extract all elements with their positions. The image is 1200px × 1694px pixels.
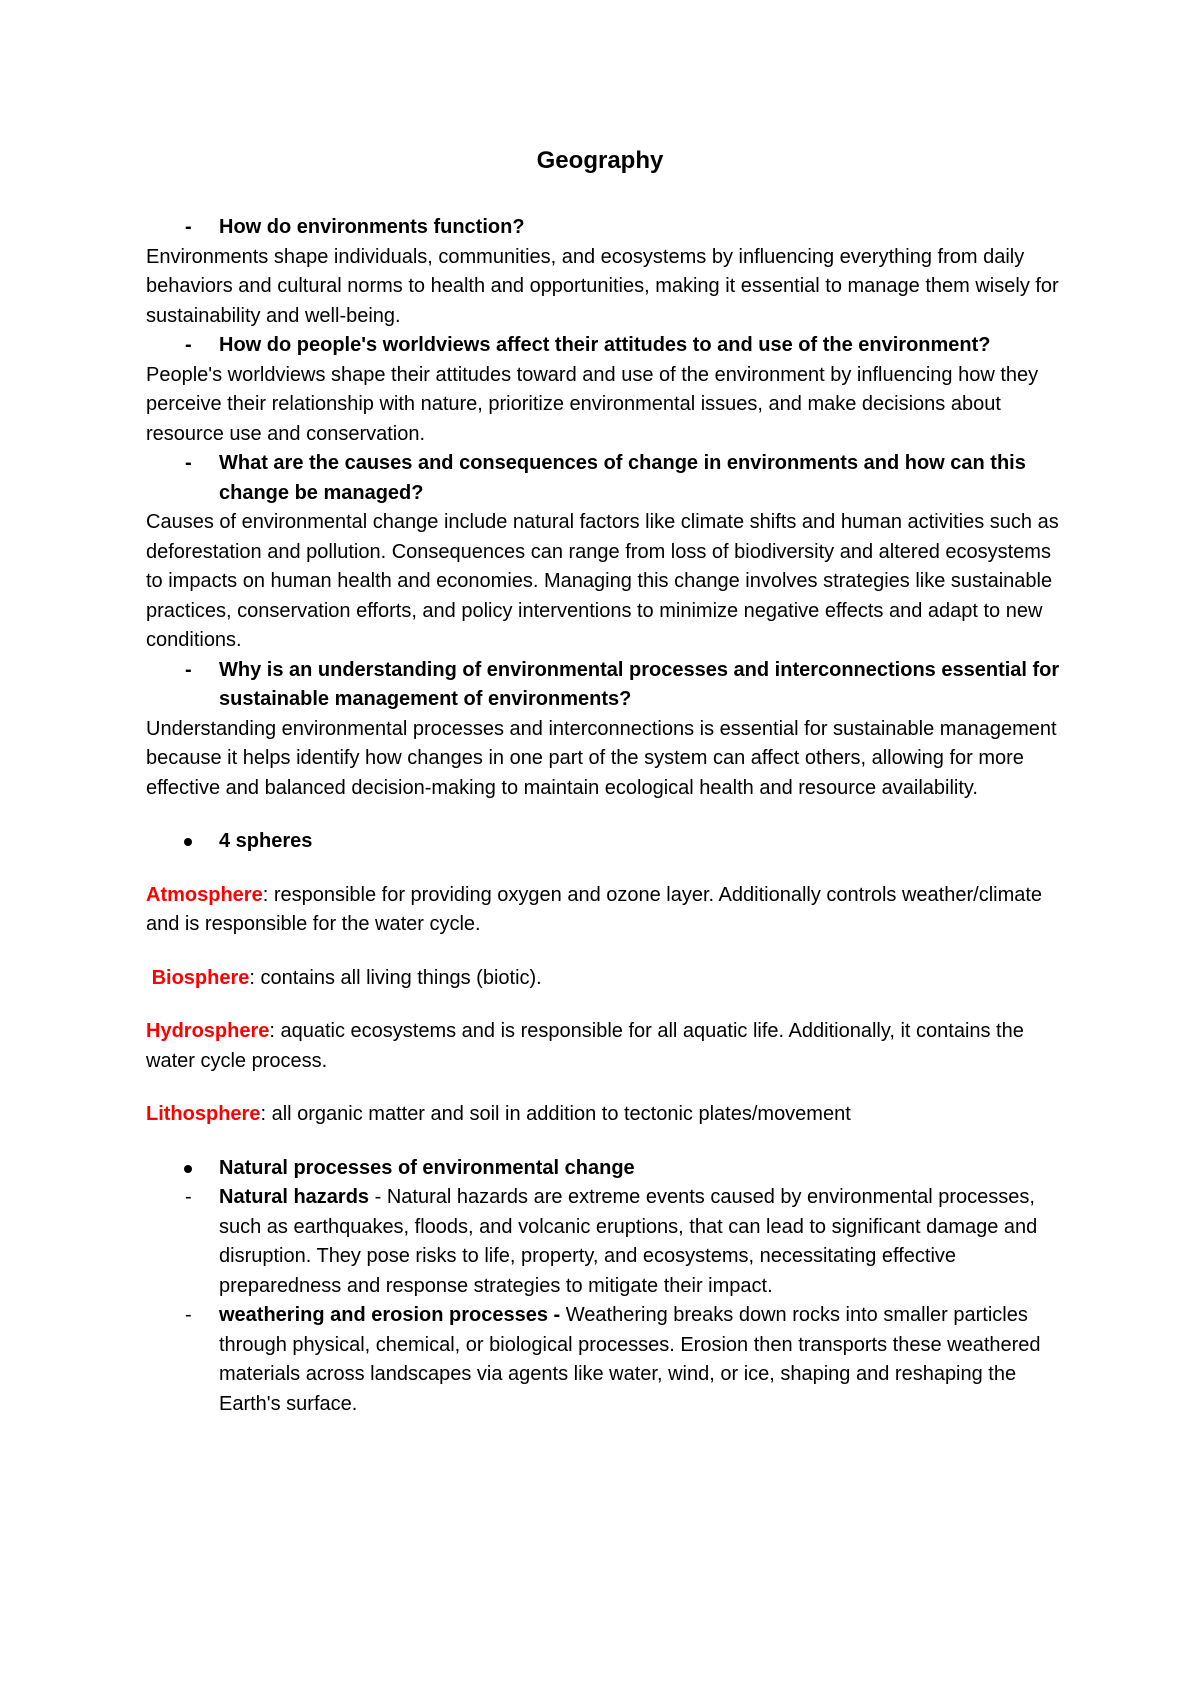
item-separator: - [369, 1186, 387, 1208]
sphere-description: aquatic ecosystems and is responsible for all aquatic life. Additionally, it contains the water cycle process. [146, 1020, 1024, 1072]
natural-processes-heading [146, 1154, 1066, 1184]
spheres-heading-text: 4 spheres [219, 830, 313, 852]
dash-bullet: - [185, 1186, 192, 1208]
sphere-separator: : [262, 883, 269, 906]
sphere-separator: : [260, 1103, 267, 1125]
question-heading [146, 213, 1066, 243]
sphere-term: Biosphere [151, 966, 250, 989]
sphere-entry-lithosphere [146, 1100, 1066, 1130]
spacer [146, 993, 1066, 1017]
document-body [146, 213, 1066, 1419]
item-term: Natural hazards [219, 1186, 370, 1208]
sphere-term: Hydrosphere [146, 1020, 270, 1042]
sphere-term: Atmosphere [146, 883, 263, 906]
answer-paragraph: Understanding environmental processes and interconnections is essential for sustainable management because it helps identify how changes in one part of the system can affect others, allowing for more effective and balanced decision-making to maintain ecological health and resource availability. [146, 717, 1057, 799]
sphere-description: contains all living things (biotic). [254, 966, 542, 989]
sphere-description: responsible for providing oxygen and ozone layer. Additionally controls weather/climate and is responsible for the water cycle. [146, 883, 1043, 935]
answer-paragraph: People's worldviews shape their attitudes toward and use of the environment by influencing how they perceive their relationship with nature, prioritize environmental issues, and make decisions about resource use and conservation. [146, 363, 1039, 445]
question-text: Why is an understanding of environmental processes and interconnections essential for sustainable management of environments? [219, 658, 1060, 710]
question-heading [146, 449, 1066, 508]
sphere-term: Lithosphere [146, 1103, 261, 1125]
spacer [146, 1076, 1066, 1100]
natural-processes-heading-text: Natural processes of environmental change [219, 1156, 635, 1179]
item-description: Natural hazards are extreme events caused by environmental processes, such as earthquakes, floods, and volcanic eruptions, that can lead to significant damage and disruption. They pose risks to life, property, and ecosystems, necessitating effective preparedness and response strategies to mitigate their impact. [219, 1186, 1038, 1297]
spacer [146, 803, 1066, 827]
bullet-dot-icon [184, 1165, 192, 1173]
dash-bullet: - [185, 334, 192, 356]
sphere-entry-atmosphere [146, 881, 1066, 940]
question-heading [146, 331, 1066, 361]
sphere-separator: : [269, 1020, 275, 1042]
item-term: weathering and erosion processes - [219, 1304, 566, 1326]
question-text: What are the causes and consequences of change in environments and how can this change be managed? [219, 452, 1026, 504]
sphere-entry-biosphere [146, 964, 1066, 994]
bullet-dot-icon [184, 838, 192, 846]
page-title: Geography [536, 147, 664, 174]
answer-paragraph: Causes of environmental change include natural factors like climate shifts and human activities such as deforestation and pollution. Consequences can range from loss of biodiversity and altered ecosystems to impacts on human health and economies. Managing this change involves strategies like sustainable practices, conservation efforts, and policy interventions to minimize negative effects and adapt to new conditions. [146, 511, 1059, 651]
dash-bullet: - [185, 216, 192, 238]
answer-paragraph: Environments shape individuals, communities, and ecosystems by influencing everything from daily behaviors and cultural norms to health and opportunities, making it essential to manage them wisely for sustainability and well-being. [146, 245, 1059, 327]
list-item [146, 1301, 1066, 1419]
list-item [146, 1183, 1066, 1301]
dash-bullet: - [185, 452, 192, 474]
sphere-entry-hydrosphere [146, 1017, 1066, 1076]
spacer [146, 1130, 1066, 1154]
dash-bullet: - [185, 1304, 192, 1326]
question-text: How do environments function? [219, 216, 525, 238]
spacer [146, 857, 1066, 881]
dash-bullet: - [185, 658, 192, 681]
item-description: Weathering breaks down rocks into smaller particles through physical, chemical, or biological processes. Erosion then transports these weathered materials across landscapes via agents like water, wind, or ice, shaping and reshaping the Earth's surface. [219, 1304, 1041, 1415]
question-heading [146, 656, 1066, 715]
spacer [146, 940, 1066, 964]
sphere-description: all organic matter and soil in addition to tectonic plates/movement [266, 1103, 851, 1125]
question-text: How do people's worldviews affect their attitudes to and use of the environment? [219, 334, 991, 356]
spheres-heading [146, 827, 1066, 857]
sphere-separator: : [249, 966, 255, 989]
